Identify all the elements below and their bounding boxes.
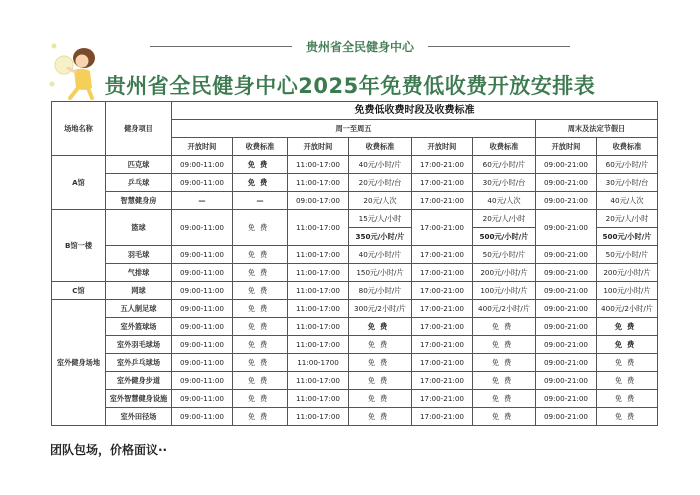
fee-cell: 免费 bbox=[473, 408, 536, 426]
table-row bbox=[52, 336, 658, 354]
fee-cell: 500元/小时/片 bbox=[597, 228, 658, 246]
item-cell: 室外羽毛球场 bbox=[106, 336, 172, 354]
fee-cell: 300元/2小时/片 bbox=[349, 300, 412, 318]
time-cell: 17:00-21:00 bbox=[412, 390, 473, 408]
fee-cell: 200元/小时/片 bbox=[473, 264, 536, 282]
time-cell: 11:00-17:00 bbox=[288, 336, 349, 354]
time-cell: 09:00-21:00 bbox=[536, 372, 597, 390]
sub-header-open-3: 开放时间 bbox=[412, 138, 473, 156]
time-cell: 17:00-21:00 bbox=[412, 408, 473, 426]
fee-cell: 免费 bbox=[233, 390, 288, 408]
fee-cell: 100元/小时/片 bbox=[597, 282, 658, 300]
venue-cell: A馆 bbox=[52, 156, 106, 210]
time-cell: 17:00-21:00 bbox=[412, 300, 473, 318]
page-title: 贵州省全民健身中心2025年免费低收费开放安排表 bbox=[104, 74, 596, 98]
table-row bbox=[52, 300, 658, 318]
table-row bbox=[52, 408, 658, 426]
table-row bbox=[52, 192, 658, 210]
time-cell: 09:00-11:00 bbox=[172, 318, 233, 336]
fee-cell: 免费 bbox=[233, 156, 288, 174]
sub-header-open-weekend: 开放时间 bbox=[536, 138, 597, 156]
time-cell: 17:00-21:00 bbox=[412, 372, 473, 390]
fee-cell: 免费 bbox=[473, 336, 536, 354]
fee-cell: 60元/小时/片 bbox=[597, 156, 658, 174]
fee-cell: 免费 bbox=[233, 372, 288, 390]
time-cell: 09:00-11:00 bbox=[172, 354, 233, 372]
fee-cell: 50元/小时/片 bbox=[597, 246, 658, 264]
fee-cell: 400元/2小时/片 bbox=[597, 300, 658, 318]
time-cell: 11:00-17:00 bbox=[288, 372, 349, 390]
fee-cell: 免费 bbox=[349, 336, 412, 354]
item-cell: 五人制足球 bbox=[106, 300, 172, 318]
time-cell: 09:00-11:00 bbox=[172, 408, 233, 426]
time-cell: 11:00-17:00 bbox=[288, 156, 349, 174]
fee-cell: 免费 bbox=[597, 318, 658, 336]
fee-cell: 免费 bbox=[233, 408, 288, 426]
time-cell: 09:00-11:00 bbox=[172, 174, 233, 192]
fee-cell: 20元/小时/台 bbox=[349, 174, 412, 192]
item-cell: 羽毛球 bbox=[106, 246, 172, 264]
fee-cell: 500元/小时/片 bbox=[473, 228, 536, 246]
table-row bbox=[52, 156, 658, 174]
sub-header-fee-1: 收费标准 bbox=[233, 138, 288, 156]
fee-cell: 200元/小时/片 bbox=[597, 264, 658, 282]
weekend-header: 周末及法定节假日 bbox=[536, 120, 658, 138]
subtitle-text: 贵州省全民健身中心 bbox=[306, 39, 415, 54]
table-row bbox=[52, 318, 658, 336]
table-row bbox=[52, 390, 658, 408]
time-cell: 09:00-11:00 bbox=[172, 390, 233, 408]
header-row-band bbox=[52, 102, 658, 120]
time-cell: 11:00-17:00 bbox=[288, 246, 349, 264]
fee-cell: 免费 bbox=[473, 318, 536, 336]
item-cell: 室外乒乓球场 bbox=[106, 354, 172, 372]
venue-cell: B馆一楼 bbox=[52, 210, 106, 282]
time-cell: 11:00-17:00 bbox=[288, 318, 349, 336]
time-cell: 09:00-21:00 bbox=[536, 336, 597, 354]
time-cell: 17:00-21:00 bbox=[412, 192, 473, 210]
time-cell: 17:00-21:00 bbox=[412, 246, 473, 264]
item-cell: 篮球 bbox=[106, 210, 172, 246]
venue-cell: 室外健身场地 bbox=[52, 300, 106, 426]
fee-cell: 免费 bbox=[233, 336, 288, 354]
time-cell: 11:00-17:00 bbox=[288, 282, 349, 300]
fee-cell: 免费 bbox=[473, 372, 536, 390]
fee-cell: 30元/小时/台 bbox=[597, 174, 658, 192]
fee-cell: 免费 bbox=[233, 300, 288, 318]
time-cell: 09:00-21:00 bbox=[536, 264, 597, 282]
time-cell: 09:00-11:00 bbox=[172, 336, 233, 354]
item-cell: 室外篮球场 bbox=[106, 318, 172, 336]
fee-cell: 免费 bbox=[349, 354, 412, 372]
fee-cell: 20元/人/小时 bbox=[597, 210, 658, 228]
fee-cell: 免费 bbox=[597, 390, 658, 408]
time-cell: — bbox=[172, 192, 233, 210]
fee-cell: 100元/小时/片 bbox=[473, 282, 536, 300]
time-cell: 09:00-11:00 bbox=[172, 300, 233, 318]
item-cell: 室外智慧健身设施 bbox=[106, 390, 172, 408]
item-cell: 网球 bbox=[106, 282, 172, 300]
time-cell: 09:00-21:00 bbox=[536, 210, 597, 246]
fee-cell: 15元/人/小时 bbox=[349, 210, 412, 228]
table-row bbox=[52, 264, 658, 282]
time-cell: 11:00-17:00 bbox=[288, 390, 349, 408]
time-cell: 09:00-21:00 bbox=[536, 246, 597, 264]
venue-cell: C馆 bbox=[52, 282, 106, 300]
fee-cell: 免费 bbox=[349, 372, 412, 390]
fee-cell: 免费 bbox=[473, 354, 536, 372]
time-cell: 11:00-17:00 bbox=[288, 210, 349, 246]
fee-cell: 免费 bbox=[233, 318, 288, 336]
time-cell: 11:00-17:00 bbox=[288, 264, 349, 282]
time-cell: 17:00-21:00 bbox=[412, 354, 473, 372]
time-cell: 17:00-21:00 bbox=[412, 318, 473, 336]
fee-cell: 40元/小时/片 bbox=[349, 156, 412, 174]
sub-header-open-2: 开放时间 bbox=[288, 138, 349, 156]
fee-cell: 80元/小时/片 bbox=[349, 282, 412, 300]
time-cell: 09:00-21:00 bbox=[536, 174, 597, 192]
fee-cell: 免费 bbox=[233, 354, 288, 372]
fee-cell: 40元/小时/片 bbox=[349, 246, 412, 264]
subtitle-banner bbox=[150, 38, 570, 54]
fee-cell: 免费 bbox=[233, 264, 288, 282]
fee-cell: 40元/人次 bbox=[473, 192, 536, 210]
time-cell: 09:00-21:00 bbox=[536, 318, 597, 336]
fee-cell: 免费 bbox=[597, 372, 658, 390]
time-cell: 09:00-21:00 bbox=[536, 300, 597, 318]
time-cell: 17:00-21:00 bbox=[412, 336, 473, 354]
time-cell: 09:00-21:00 bbox=[536, 354, 597, 372]
fee-cell: 免费 bbox=[233, 210, 288, 246]
time-cell: 09:00-21:00 bbox=[536, 156, 597, 174]
table-row bbox=[52, 354, 658, 372]
col-header-item: 健身项目 bbox=[106, 102, 172, 156]
fee-cell: 20元/人次 bbox=[349, 192, 412, 210]
fee-cell: 40元/人次 bbox=[597, 192, 658, 210]
table-row bbox=[52, 246, 658, 264]
footer-note: 团队包场，价格面议·· bbox=[50, 443, 168, 457]
time-cell: 09:00-11:00 bbox=[172, 264, 233, 282]
weekday-header: 周一至周五 bbox=[172, 120, 536, 138]
table-row bbox=[52, 282, 658, 300]
fee-cell: 免费 bbox=[349, 390, 412, 408]
fee-cell: 免费 bbox=[473, 390, 536, 408]
subtitle-right-rule bbox=[428, 46, 570, 47]
fee-cell: 免费 bbox=[349, 408, 412, 426]
time-cell: 11:00-1700 bbox=[288, 354, 349, 372]
table-row bbox=[52, 210, 658, 228]
time-cell: 17:00-21:00 bbox=[412, 264, 473, 282]
fee-cell: 免费 bbox=[233, 174, 288, 192]
table-row bbox=[52, 372, 658, 390]
fee-cell: 30元/小时/台 bbox=[473, 174, 536, 192]
sub-header-fee-2: 收费标准 bbox=[349, 138, 412, 156]
fee-cell: 20元/人/小时 bbox=[473, 210, 536, 228]
col-header-venue: 场地名称 bbox=[52, 102, 106, 156]
item-cell: 智慧健身房 bbox=[106, 192, 172, 210]
item-cell: 室外田径场 bbox=[106, 408, 172, 426]
time-cell: 11:00-17:00 bbox=[288, 174, 349, 192]
time-cell: 09:00-11:00 bbox=[172, 210, 233, 246]
time-cell: 09:00-21:00 bbox=[536, 390, 597, 408]
time-cell: 09:00-21:00 bbox=[536, 192, 597, 210]
item-cell: 气排球 bbox=[106, 264, 172, 282]
time-cell: 17:00-21:00 bbox=[412, 156, 473, 174]
time-cell: 09:00-11:00 bbox=[172, 246, 233, 264]
sub-header-fee-3: 收费标准 bbox=[473, 138, 536, 156]
fee-cell: 50元/小时/片 bbox=[473, 246, 536, 264]
fee-cell: 350元/小时/片 bbox=[349, 228, 412, 246]
item-cell: 室外健身步道 bbox=[106, 372, 172, 390]
item-cell: 乒乓球 bbox=[106, 174, 172, 192]
time-cell: 09:00-11:00 bbox=[172, 282, 233, 300]
fee-schedule-band-title: 免费低收费时段及收费标准 bbox=[172, 102, 658, 120]
table-row bbox=[52, 174, 658, 192]
item-cell: 匹克球 bbox=[106, 156, 172, 174]
fee-cell: 免费 bbox=[349, 318, 412, 336]
fee-cell: 60元/小时/片 bbox=[473, 156, 536, 174]
subtitle-left-rule bbox=[150, 46, 292, 47]
fee-cell: 免费 bbox=[597, 354, 658, 372]
time-cell: 09:00-21:00 bbox=[536, 282, 597, 300]
time-cell: 11:00-17:00 bbox=[288, 408, 349, 426]
time-cell: 09:00-11:00 bbox=[172, 372, 233, 390]
time-cell: 09:00-11:00 bbox=[172, 156, 233, 174]
fee-cell: 免费 bbox=[233, 282, 288, 300]
sub-header-open-1: 开放时间 bbox=[172, 138, 233, 156]
schedule-table bbox=[51, 101, 658, 426]
fee-cell: 免费 bbox=[597, 336, 658, 354]
fee-cell: 150元/小时/片 bbox=[349, 264, 412, 282]
fee-cell: 免费 bbox=[233, 246, 288, 264]
fee-cell: — bbox=[233, 192, 288, 210]
time-cell: 09:00-17:00 bbox=[288, 192, 349, 210]
time-cell: 11:00-17:00 bbox=[288, 300, 349, 318]
fee-cell: 400元/2小时/片 bbox=[473, 300, 536, 318]
time-cell: 17:00-21:00 bbox=[412, 282, 473, 300]
fee-cell: 免费 bbox=[597, 408, 658, 426]
time-cell: 17:00-21:00 bbox=[412, 210, 473, 246]
sub-header-fee-weekend: 收费标准 bbox=[597, 138, 658, 156]
time-cell: 17:00-21:00 bbox=[412, 174, 473, 192]
time-cell: 09:00-21:00 bbox=[536, 408, 597, 426]
